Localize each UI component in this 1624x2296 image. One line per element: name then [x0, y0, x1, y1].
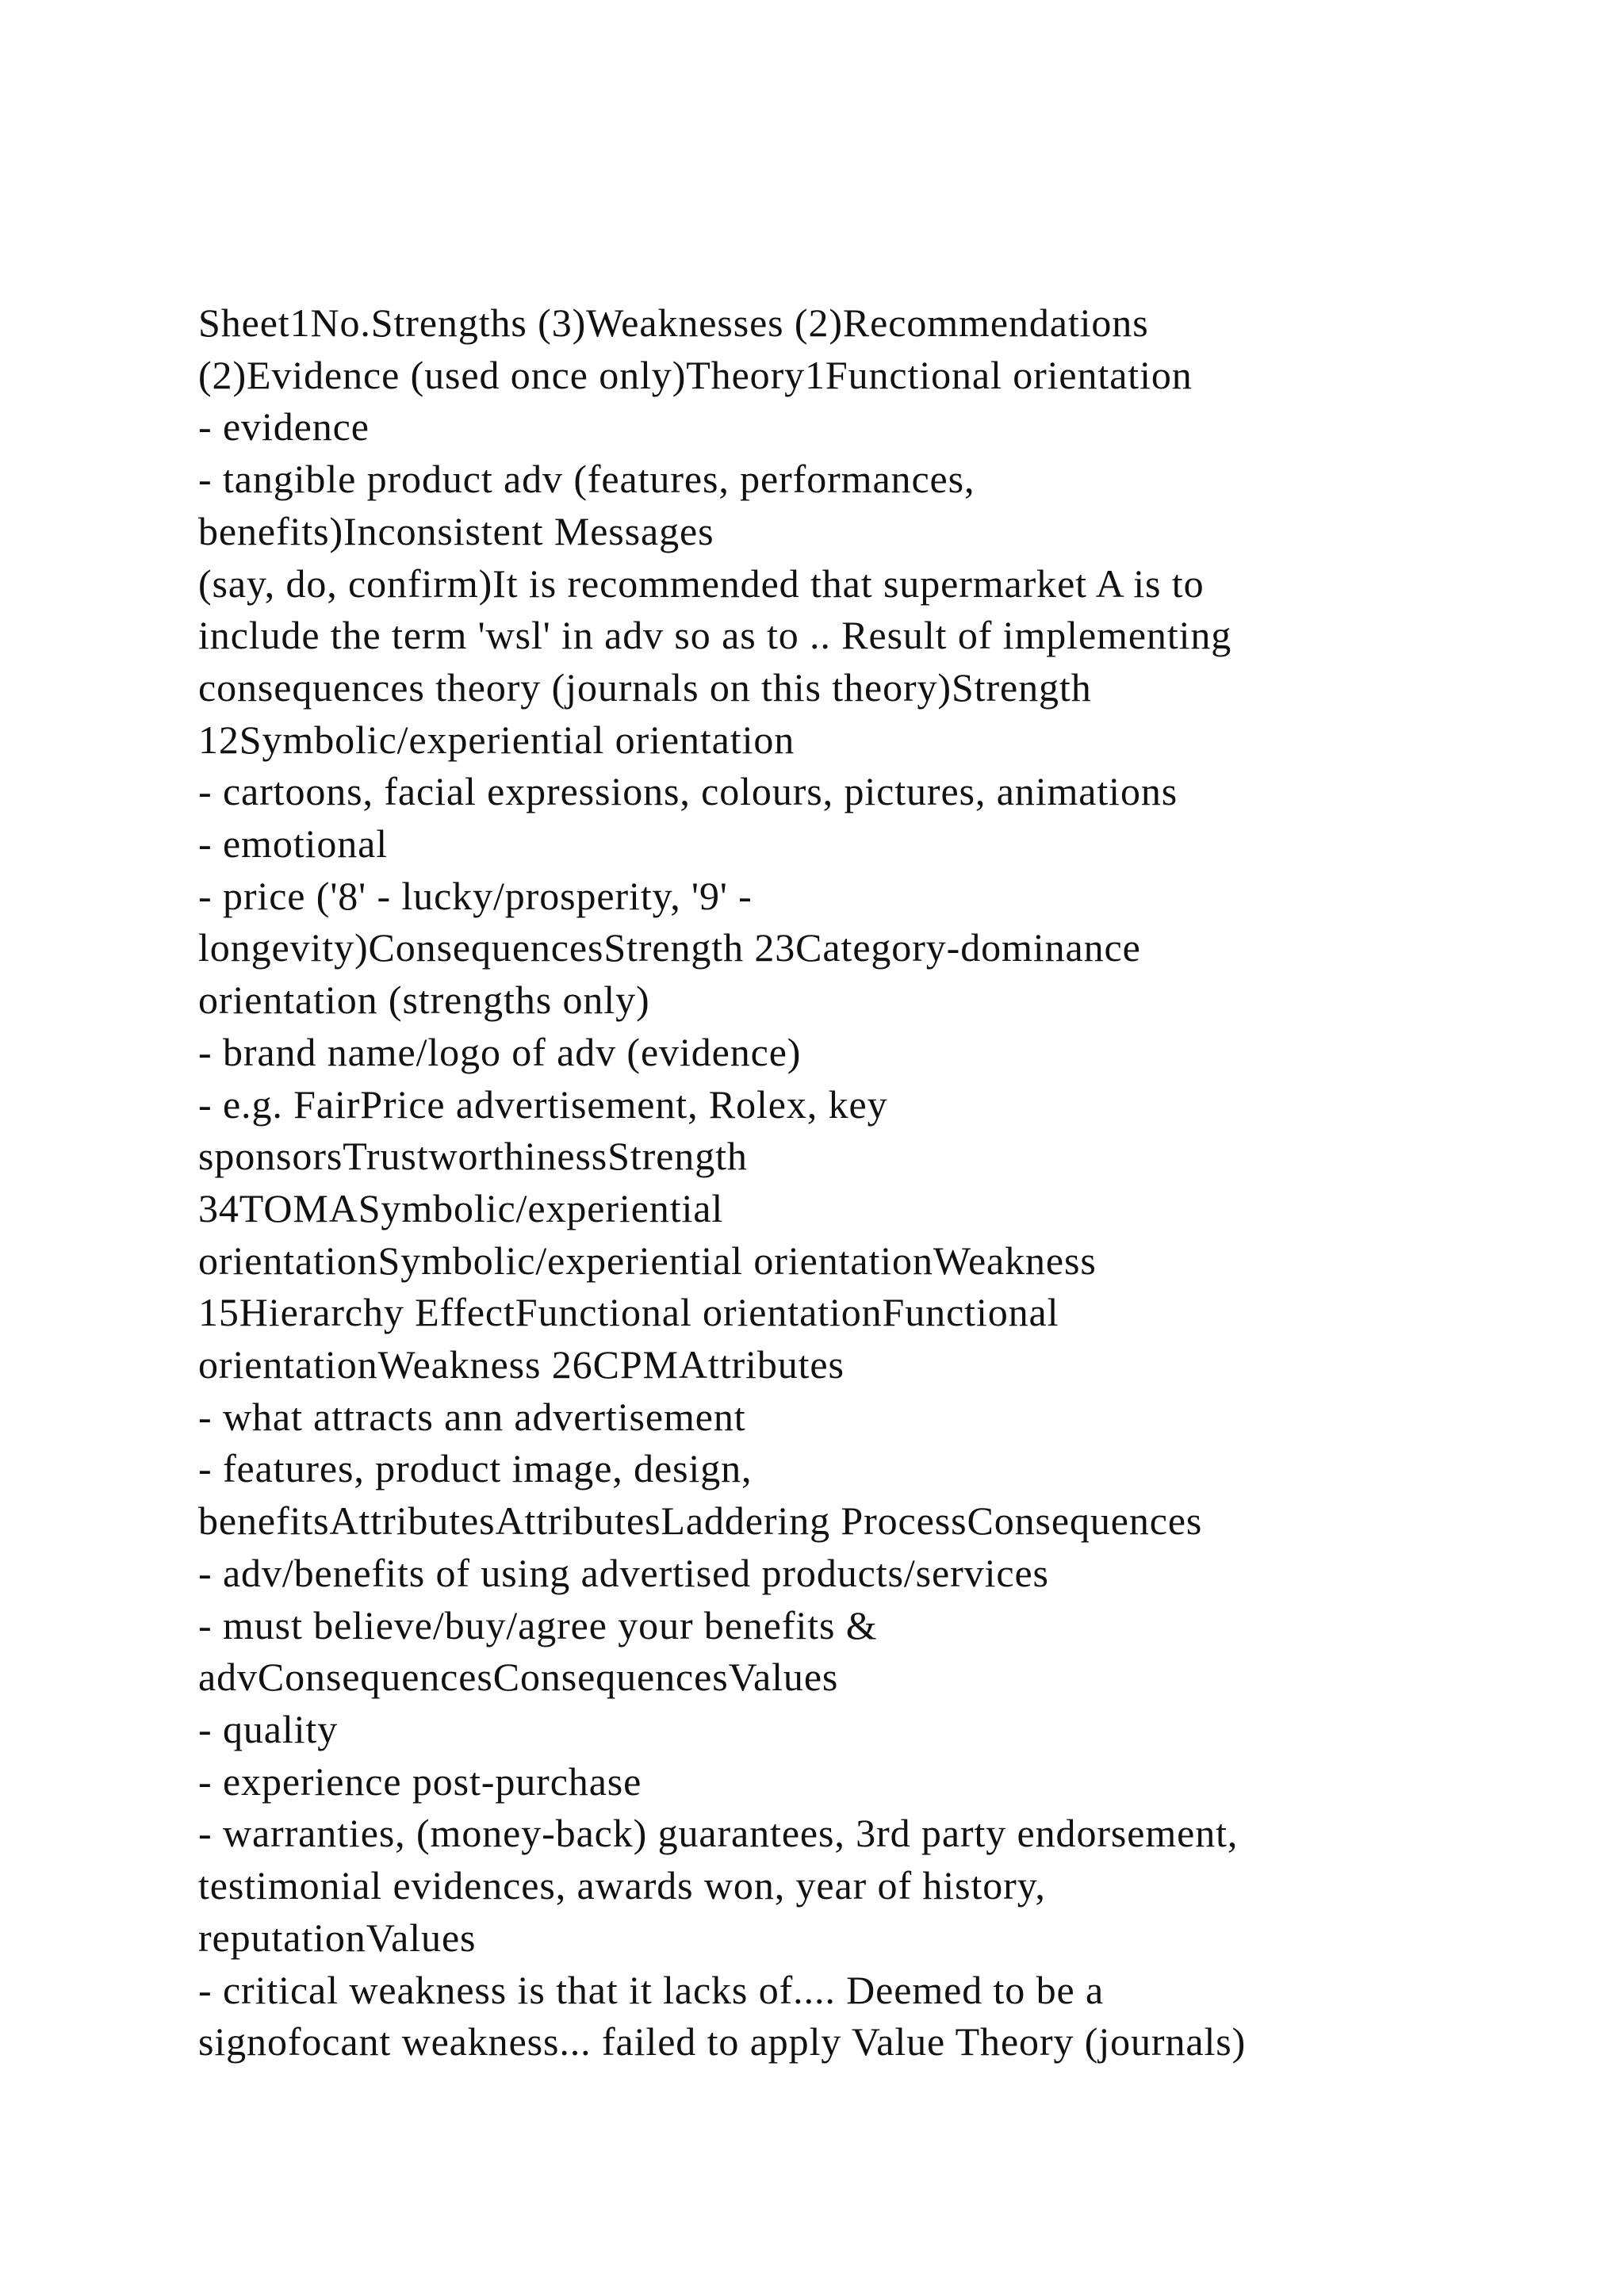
text-line: include the term 'wsl' in adv so as to .. Result of implementing [198, 613, 1232, 658]
text-line: - tangible product adv (features, performances, [198, 457, 975, 502]
text-line: - e.g. FairPrice advertisement, Rolex, key [198, 1081, 888, 1127]
text-line: (say, do, confirm)It is recommended that supermarket A is to [198, 561, 1205, 606]
text-line: - evidence [198, 404, 370, 450]
text-line: - what attracts ann advertisement [198, 1394, 746, 1439]
text-line: - quality [198, 1706, 339, 1751]
text-line: orientationSymbolic/experiential orientationWeakness [198, 1238, 1097, 1283]
text-line: testimonial evidences, awards won, year of history, [198, 1863, 1046, 1908]
text-line: - warranties, (money-back) guarantees, 3rd party endorsement, [198, 1811, 1239, 1856]
text-line: - price ('8' - lucky/prosperity, '9' - [198, 873, 753, 918]
document-body [198, 297, 1483, 2068]
text-line: - critical weakness is that it lacks of.... Deemed to be a [198, 1967, 1105, 2012]
text-line: - emotional [198, 821, 389, 867]
text-line: (2)Evidence (used once only)Theory1Functional orientation [198, 352, 1193, 397]
text-line: 15Hierarchy EffectFunctional orientationFunctional [198, 1290, 1059, 1335]
text-line: - must believe/buy/agree your benefits & [198, 1602, 878, 1647]
text-line: consequences theory (journals on this theory)Strength [198, 664, 1092, 710]
text-line: longevity)ConsequencesStrength 23Category-dominance [198, 925, 1141, 970]
text-line: signofocant weakness... failed to apply Value Theory (journals) [198, 2019, 1247, 2064]
text-line: benefitsAttributesAttributesLaddering ProcessConsequences [198, 1498, 1203, 1544]
text-line: advConsequencesConsequencesValues [198, 1655, 839, 1700]
text-line: - experience post-purchase [198, 1758, 642, 1804]
text-line: 34TOMASymbolic/experiential [198, 1185, 724, 1230]
text-line: orientation (strengths only) [198, 978, 650, 1023]
text-line: - adv/benefits of using advertised products/services [198, 1550, 1049, 1595]
text-line: sponsorsTrustworthinessStrength [198, 1134, 748, 1179]
text-line: - brand name/logo of adv (evidence) [198, 1029, 802, 1074]
text-line: - features, product image, design, [198, 1446, 753, 1491]
text-line: orientationWeakness 26CPMAttributes [198, 1342, 845, 1387]
text-line: benefits)Inconsistent Messages [198, 508, 714, 553]
text-line: - cartoons, facial expressions, colours, pictures, animations [198, 769, 1178, 814]
text-line: reputationValues [198, 1915, 477, 1960]
text-line: Sheet1No.Strengths (3)Weaknesses (2)Recommendations [198, 300, 1149, 345]
text-line: 12Symbolic/experiential orientation [198, 717, 795, 762]
